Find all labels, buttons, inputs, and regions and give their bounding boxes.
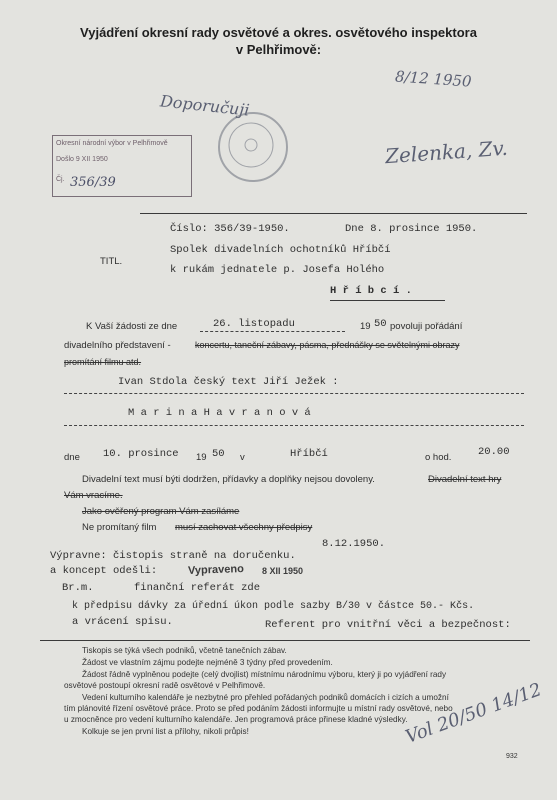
play-title: M a r i n a H a v r a n o v á [128,407,311,419]
header-line-1: Vyjádření okresní rady osvětové a okres. osvětového inspektora [80,25,477,40]
film-note: Ne promítaný film [82,522,157,533]
dispatch-note: Výpravne: čistopis straně na doručenku. [50,550,296,562]
event-day: 10. prosince [103,448,179,460]
struck-event-types: koncertu, taneční zábavy, pásma, přednášky se světelnými obrazy [195,340,460,350]
year-prefix: 19 [360,321,371,332]
address-line-2: k rukám jednatele p. Josefa Holého [170,264,385,276]
footer-note-2: Žádost ve vlastním zájmu podejte nejméně 3 týdny před provedením. [82,658,333,667]
signature-date: 8.12.1950. [322,538,386,550]
finance-note: finanční referát zde [134,582,261,594]
form-code: 932 [506,753,518,760]
br-note: Br.m. [62,582,94,594]
address-line-1: Spolek divadelních ochotníků Hříbčí [170,244,391,256]
dispatched-stamp: Vypraveno [187,563,245,577]
event-place: Hříbčí [290,448,328,460]
form-request-text: K Vaší žádosti ze dne [86,321,178,332]
letter-date: Dne 8. prosince 1950. [345,223,478,235]
struck-film-note: musí zachovat všechny předpisy [175,522,313,533]
return-file-note: a vrácení spisu. [72,616,173,628]
handwritten-date: 8/12 1950 [394,67,473,91]
reference-number: Číslo: 356/39-1950. [170,223,290,235]
author-rule [64,393,524,395]
request-year: 50 [374,318,387,330]
round-official-stamp [218,112,288,182]
author-line: Ivan Stdola český text Jiří Ježek : [118,376,339,388]
v-label: v [240,452,245,463]
titl-label: TITL. [100,256,123,267]
footer-note-5: Vedení kulturního kalendáře je nezbytné pro přehled pořádaných podniků domácích i cizích a umožní [82,693,449,702]
form-event-type: divadelního představení - [64,340,171,351]
request-date: 26. listopadu [213,318,295,330]
event-year-prefix: 19 [196,452,207,463]
footer-note-6: tím plánovité řízení osvětové práce. Proto se před podáním žádosti informujte u místní rady osvětové, nebo [64,704,453,713]
registry-stamp-line2: Došlo 9 XII 1950 [56,156,108,163]
struck-return-note: Vám vracíme. [64,490,123,501]
struck-text-note: Divadelní text hry [428,474,502,485]
footer-note-1: Tiskopis se týká všech podniků, včetně tanečních zábav. [82,646,287,655]
separator-bottom [40,640,530,641]
handwritten-bottom-sign: Vol 20/50 14/12 [402,679,545,748]
event-year: 50 [212,448,225,460]
registry-stamp-line1: Okresní národní výbor v Pelhřimově [56,140,168,147]
request-date-line [200,331,345,333]
event-hour: 20.00 [478,446,510,458]
footer-note-4: osvětové postoupí okresní radě osvětové v Pelhřimově. [64,681,266,690]
header-line-2: v Pelhřimově: [235,42,322,57]
dne-label: dne [64,452,80,463]
hour-label: o hod. [425,452,452,463]
title-rule [64,425,524,427]
struck-program-note: Jako ověřený program Vám zasíláme [82,506,240,517]
concept-note: a koncept odešli: [50,565,158,577]
text-condition: Divadelní text musí býti dodržen, přídavky a doplňky nejsou dovoleny. [82,474,375,485]
footer-note-3: Žádost řádně vyplněnou podejte (celý dvojlist) místnímu národnímu výboru, který ji po vyjádření rady [82,670,447,679]
struck-film-line: promítání filmu atd. [64,357,142,367]
fee-note: k předpisu dávky za úřední úkon podle sazby B/30 v částce 50.- Kčs. [72,601,475,612]
footer-note-8: Kolkuje se jen první list a přílohy, nikoli průpis! [82,727,249,736]
dispatched-stamp-date: 8 XII 1950 [262,566,304,576]
registry-number: 356/39 [70,175,116,190]
handwritten-doporucuji: Doporučuji [159,91,251,120]
referent-note: Referent pro vnitřní věci a bezpečnost: [265,619,511,631]
address-line-3: H ř í b c í . [330,285,412,297]
footer-note-7: u zmocněnce pro vedení kulturního kalendáře. Jen programová práce přinese kladné výsledky. [64,715,408,724]
registry-stamp-line3: Čj. [56,176,65,183]
permission-text: povoluji pořádání [390,321,463,332]
handwritten-signature: Zelenka, Zv. [384,135,509,169]
address-underline [330,300,445,301]
separator-top [140,213,527,214]
